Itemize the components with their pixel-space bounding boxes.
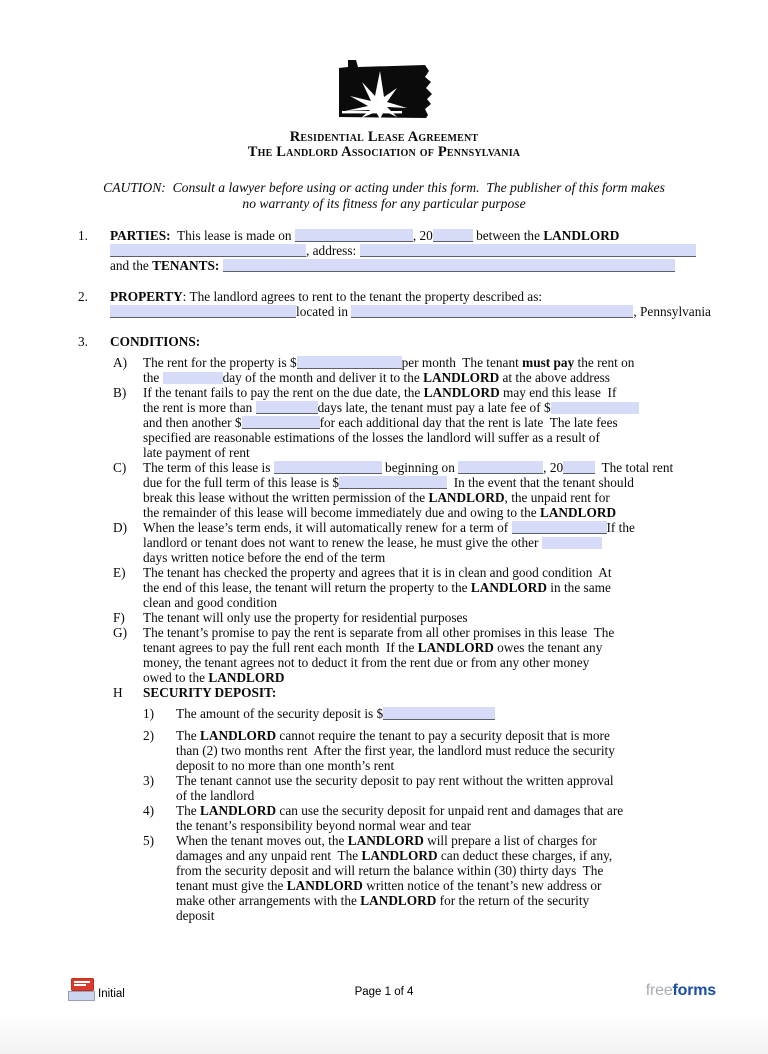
text: damages and any unpaid rent The [176,848,362,863]
text: The amount of the security deposit is $ [176,706,384,721]
text: The term of this lease is [143,460,274,475]
text-line [176,803,768,818]
text: make other arrangements with the [176,893,361,908]
bold-text: PROPERTY [110,289,183,304]
brand-free-text: free [645,982,673,999]
bold-text: LANDLORD [428,490,505,505]
text: from the security deposit and will return the balance within (30) thirty days The [176,863,604,878]
bold-text: LANDLORD [200,803,277,818]
text: The [176,803,200,818]
text: The tenant will only use the property for residential purposes [143,610,468,625]
text: break this lease without the written permission of the [143,490,429,505]
text-line [110,304,768,319]
text-line [110,228,768,243]
caution-line-2: no warranty of its fitness for any particular purpose [242,195,526,211]
document-subtitle: The Landlord Association of Pennsylvania [247,144,521,160]
text-line [143,505,768,520]
item-number: 3) [143,773,155,788]
bold-text: LANDLORD [360,893,437,908]
text: written notice of the tenant’s new address or [362,878,602,893]
text-line [176,893,768,908]
block-parties [0,228,768,273]
text: and then another $ [143,415,242,430]
text-line [110,289,768,304]
text-line [176,706,768,721]
bold-text: LANDLORD [423,370,500,385]
field-lease-begin-year[interactable] [563,461,595,474]
text: , Pennsylvania [633,304,711,319]
text-line [176,743,768,758]
text-line [176,863,768,878]
bold-text: LANDLORD [347,833,424,848]
field-security-deposit-amount[interactable] [383,707,495,720]
text-line [143,400,768,415]
text-line [143,610,768,625]
field-rent-due-day[interactable] [163,372,223,384]
bold-text: SECURITY DEPOSIT: [143,685,277,700]
pennsylvania-logo [328,56,440,124]
lease-document-page [0,56,768,1054]
block-cond-d [0,520,768,565]
text: clean and good condition [143,595,278,610]
field-lease-date[interactable] [295,229,413,242]
text-line [176,758,768,773]
bold-text: CONDITIONS: [110,334,201,349]
text-line [143,550,768,565]
text: money, the tenant agrees not to deduct it from the rent due or from any other money [143,655,590,670]
text-line [110,334,768,349]
text: The total rent [595,460,674,475]
text-line [143,640,768,655]
field-late-fee-daily[interactable] [242,416,320,429]
text: When the tenant moves out, the [176,833,348,848]
text-line [143,685,768,700]
text: specified are reasonable estimations of the losses the landlord will suffer as a result of [143,430,600,445]
text-line [176,833,768,848]
block-cond-a [0,355,768,385]
item-number: 3. [78,334,88,349]
block-sd-1 [0,706,768,721]
text: The tenant has checked the property and agrees that it is in clean and good condition At [143,565,612,580]
block-sd-4 [0,803,768,833]
field-lease-begin-date[interactable] [458,461,543,474]
text-line [143,595,768,610]
text: , the unpaid rent for [504,490,610,505]
text: can deduct these charges, if any, [437,848,613,863]
text: tenant must give the [176,878,287,893]
item-number: G) [113,625,128,640]
bold-text: LANDLORD [539,505,617,520]
field-lease-year[interactable] [433,229,473,242]
text: late payment of rent [143,445,250,460]
caution-line-1: CAUTION: Consult a lawyer before using or acting under this form. The publisher of this form makes [103,180,665,195]
block-cond-c [0,460,768,520]
text: of the landlord [176,788,255,803]
text: the end of this lease, the tenant will return the property to the [143,580,471,595]
text-line [143,625,768,640]
bold-text: LANDLORD [470,580,547,595]
text: day of the month and deliver it to the [222,370,424,385]
text: located in [296,304,352,319]
block-conditions [0,334,768,349]
block-property [0,289,768,319]
pennsylvania-state-icon [328,56,440,124]
text: days late, the tenant must pay a late fee of $ [317,400,551,415]
text: for each additional day that the rent is late The late fees [319,415,618,430]
block-cond-b [0,385,768,460]
item-number: 5) [143,833,155,848]
text: the rent is more than [143,400,256,415]
bold-text: PARTIES: [110,228,171,243]
text: per month The tenant [401,355,523,370]
text: at the above address [499,370,610,385]
text: for the return of the security [436,893,590,908]
item-number: B) [113,385,127,400]
caution-notice [0,180,768,211]
block-cond-f [0,610,768,625]
text: due for the full term of this lease is $ [143,475,340,490]
text: If the tenant fails to pay the rent on the due date, the [143,385,424,400]
block-cond-g [0,625,768,685]
text-line [143,475,768,490]
block-sd-3 [0,773,768,803]
block-security-deposit [0,685,768,700]
field-late-days[interactable] [256,401,318,414]
bold-text: LANDLORD [423,385,500,400]
field-landlord-name[interactable] [110,244,306,257]
text: may end this lease If [499,385,617,400]
item-number: 2. [78,289,88,304]
text-line [176,848,768,863]
text: The [176,728,200,743]
text: the [143,370,163,385]
text-line [143,580,768,595]
text-line [143,655,768,670]
item-number: 1. [78,228,88,243]
bold-text: must pay [522,355,575,370]
text: tenant agrees to pay the full rent each month If the [143,640,418,655]
text: landlord or tenant does not want to renew the lease, he must give the other [143,535,542,550]
block-sd-2 [0,728,768,773]
document-title: Residential Lease Agreement [289,129,479,145]
text: When the lease’s term ends, it will automatically renew for a term of [143,520,512,535]
item-number: H [113,685,123,700]
field-total-rent[interactable] [339,476,447,489]
text: can use the security deposit for unpaid rent and damages that are [276,803,624,818]
text-line [143,520,768,535]
text: The tenant’s promise to pay the rent is separate from all other promises in this lease The [143,625,615,640]
text-line [143,565,768,580]
text-line [143,355,768,370]
freeforms-logo [646,982,716,1000]
text-line [176,788,768,803]
text: the tenant’s responsibility beyond normal wear and tear [176,818,472,833]
text: , 20 [412,228,433,243]
text-line [110,258,768,273]
text-line [143,415,768,430]
text: : The landlord agrees to rent to the tenant the property described as: [182,289,543,304]
bold-text: LANDLORD [361,848,438,863]
text: than (2) two months rent After the first year, the landlord must reduce the security [176,743,615,758]
text-line [143,535,768,550]
text: in the same [546,580,611,595]
text: the rent on [574,355,635,370]
item-number: A) [113,355,128,370]
text-line [176,818,768,833]
bold-text: TENANTS: [152,258,220,273]
bold-text: LANDLORD [286,878,363,893]
field-renew-term[interactable] [512,521,607,534]
text: If the [606,520,635,535]
text-line [143,430,768,445]
text: owed to the [143,670,209,685]
text: beginning on [381,460,459,475]
field-late-fee[interactable] [551,402,639,414]
text: cannot require the tenant to pay a security deposit that is more [276,728,610,743]
text: will prepare a list of charges for [423,833,597,848]
text: between the [472,228,544,243]
text-line [176,773,768,788]
block-cond-e [0,565,768,610]
text: the remainder of this lease will become immediately due and owing to the [143,505,540,520]
text-line [176,908,768,923]
field-landlord-address[interactable] [360,244,696,257]
field-lease-term[interactable] [274,461,382,474]
bold-text: LANDLORD [417,640,494,655]
field-tenants-names[interactable] [223,259,675,272]
text-line [143,490,768,505]
item-number: 2) [143,728,155,743]
bold-text: LANDLORD [208,670,285,685]
item-number: D) [113,520,128,535]
text-line [176,878,768,893]
text-line [143,445,768,460]
document-body [0,228,768,923]
item-number: 4) [143,803,155,818]
item-number: C) [113,460,127,475]
text: days written notice before the end of the term [143,550,386,565]
text: , address: [306,243,360,258]
text: deposit to no more than one month’s rent [176,758,395,773]
block-sd-5 [0,833,768,923]
text: owes the tenant any [493,640,603,655]
field-notice-days[interactable] [542,537,602,549]
text: In the event that the tenant should [447,475,634,490]
item-number: E) [113,565,126,580]
text: The rent for the property is $ [143,355,297,370]
field-property-city[interactable] [351,305,633,318]
text-line [143,670,768,685]
text: , 20 [543,460,564,475]
field-monthly-rent[interactable] [297,356,402,369]
bold-text: LANDLORD [200,728,277,743]
text: and the [110,258,153,273]
item-number: 1) [143,706,155,721]
field-property-description[interactable] [110,305,296,318]
text: This lease is made on [170,228,295,243]
brand-forms-text: forms [672,982,716,999]
bold-text: LANDLORD [543,228,620,243]
text-line [176,728,768,743]
text: deposit [176,908,215,923]
text-line [143,460,768,475]
initial-label: Initial [98,988,125,1000]
text-line [143,385,768,400]
item-number: F) [113,610,125,625]
text-line [110,243,768,258]
page-number: Page 1 of 4 [354,986,414,998]
text-line [143,370,768,385]
text: The tenant cannot use the security deposit to pay rent without the written approval [176,773,614,788]
